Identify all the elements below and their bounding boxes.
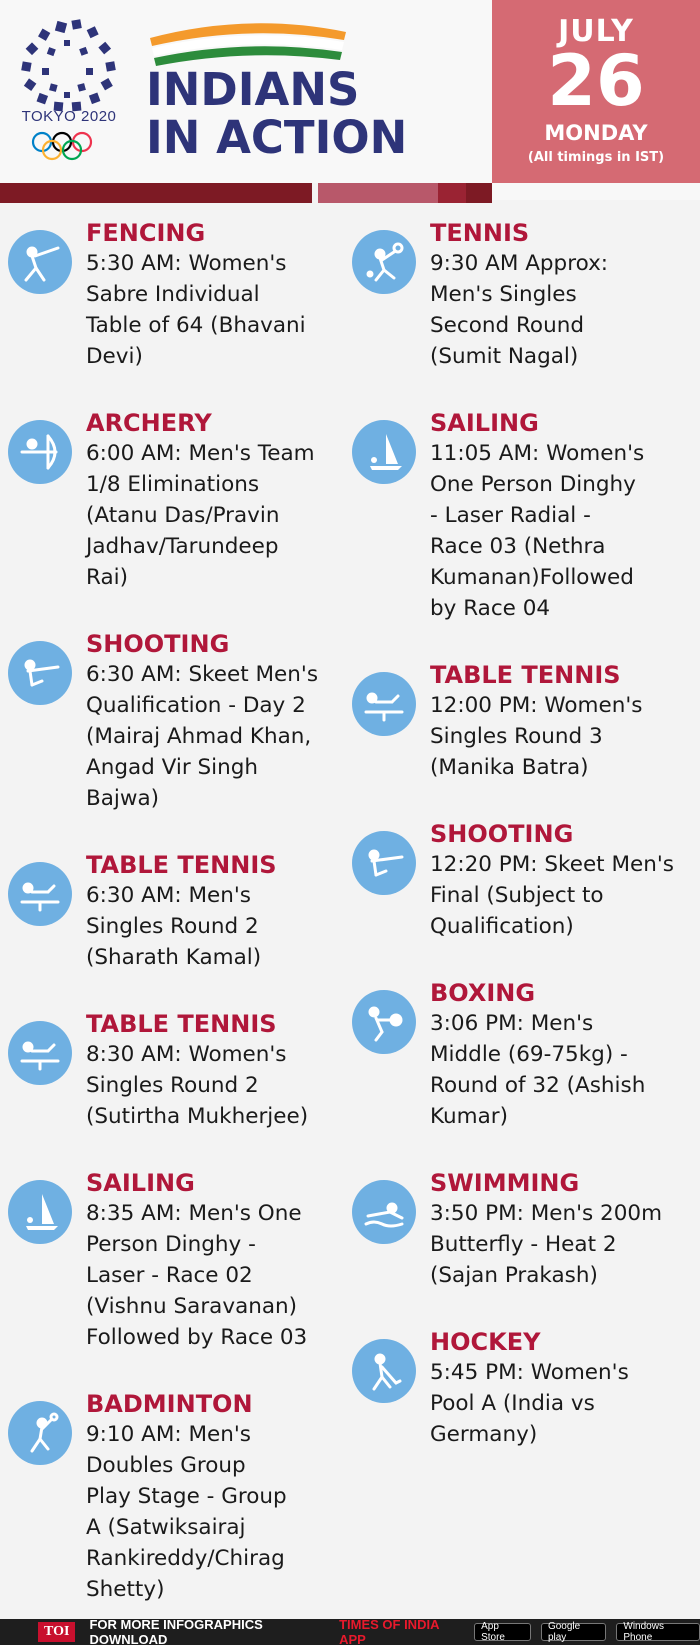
header xyxy=(0,0,700,200)
divider-stripe xyxy=(0,183,312,203)
shooting-icon xyxy=(352,831,416,895)
event-title: TABLE TENNIS xyxy=(430,661,621,689)
event-text xyxy=(430,978,645,1132)
sailing-icon xyxy=(8,1180,72,1244)
event-title: HOCKEY xyxy=(430,1328,541,1356)
divider-stripe xyxy=(466,183,492,203)
event-text xyxy=(430,660,642,783)
divider-stripe xyxy=(438,183,466,203)
sailing-icon xyxy=(352,420,416,484)
india-flag-swoosh-icon xyxy=(148,18,348,66)
event-title: BADMINTON xyxy=(86,1390,253,1418)
event-text xyxy=(430,218,608,372)
archery-icon xyxy=(8,420,72,484)
event-title: TABLE TENNIS xyxy=(86,1010,277,1038)
hockey-icon xyxy=(352,1339,416,1403)
title-line-2: IN ACTION xyxy=(146,111,408,164)
event-item xyxy=(352,660,697,783)
event-item xyxy=(352,1168,697,1291)
event-item xyxy=(8,1009,348,1132)
event-title: ARCHERY xyxy=(86,409,212,437)
event-title: TENNIS xyxy=(430,219,530,247)
title-line-1: INDIANS xyxy=(146,63,360,116)
event-text xyxy=(86,1009,308,1132)
windows-phone-button[interactable]: Windows Phone xyxy=(616,1623,700,1641)
event-description: 9:10 AM: Men's Doubles Group Play Stage - Group A (Satwiksairaj Rankireddy/Chirag Shetty) xyxy=(86,1422,287,1602)
event-item xyxy=(8,850,348,973)
event-description: 9:30 AM Approx: Men's Singles Second Round (Sumit Nagal) xyxy=(430,251,609,369)
event-description: 6:30 AM: Men's Singles Round 2 (Sharath Kamal) xyxy=(86,883,262,970)
date-day: 26 xyxy=(547,40,645,122)
event-text xyxy=(86,218,306,372)
event-item xyxy=(352,819,697,942)
logo-text: TOKYO 2020 xyxy=(21,108,117,125)
event-item xyxy=(352,408,697,624)
event-item xyxy=(8,1168,348,1353)
tennis-icon xyxy=(352,230,416,294)
event-description: 8:30 AM: Women's Singles Round 2 (Sutirtha Mukherjee) xyxy=(86,1042,309,1129)
footer-text: FOR MORE INFOGRAPHICS DOWNLOAD xyxy=(89,1617,263,1645)
event-item xyxy=(8,1389,348,1605)
date-weekday: MONDAY xyxy=(544,121,648,145)
event-item xyxy=(8,218,348,372)
schedule-left-column xyxy=(8,218,348,1605)
event-text xyxy=(430,1327,629,1450)
event-text xyxy=(86,1389,287,1605)
event-description: 11:05 AM: Women's One Person Dinghy - Laser Radial - Race 03 (Nethra Kumanan)Followed by Race 04 xyxy=(430,441,645,621)
event-text xyxy=(86,629,318,814)
event-description: 12:20 PM: Skeet Men's Final (Subject to Qualification) xyxy=(430,852,674,939)
event-title: TABLE TENNIS xyxy=(86,851,277,879)
boxing-icon xyxy=(352,990,416,1054)
page-title xyxy=(146,63,408,164)
event-text xyxy=(430,819,674,942)
date-box xyxy=(492,0,700,183)
event-title: FENCING xyxy=(86,219,206,247)
event-description: 5:30 AM: Women's Sabre Individual Table of 64 (Bhavani Devi) xyxy=(86,251,306,369)
footer-brand[interactable]: TIMES OF INDIA APP xyxy=(339,1617,439,1645)
event-text xyxy=(430,1168,662,1291)
shooting-icon xyxy=(8,641,72,705)
event-description: 12:00 PM: Women's Singles Round 3 (Manika Batra) xyxy=(430,693,643,780)
event-description: 6:00 AM: Men's Team 1/8 Eliminations (Atanu Das/Pravin Jadhav/Tarundeep Rai) xyxy=(86,441,315,590)
google-play-button[interactable]: Google play xyxy=(541,1623,606,1641)
event-description: 3:50 PM: Men's 200m Butterfly - Heat 2 (Sajan Prakash) xyxy=(430,1201,663,1288)
divider-stripe xyxy=(318,183,438,203)
event-item xyxy=(352,218,697,372)
table-tennis-icon xyxy=(352,672,416,736)
event-title: SHOOTING xyxy=(86,630,230,658)
footer xyxy=(0,1619,700,1645)
event-title: SWIMMING xyxy=(430,1169,580,1197)
event-description: 6:30 AM: Skeet Men's Qualification - Day 2 (Mairaj Ahmad Khan, Angad Vir Singh Bajwa) xyxy=(86,662,319,811)
event-description: 5:45 PM: Women's Pool A (India vs Germany) xyxy=(430,1360,629,1447)
date-month: JULY xyxy=(558,14,634,49)
app-store-button[interactable]: App Store xyxy=(474,1623,531,1641)
event-item xyxy=(352,1327,697,1450)
event-text xyxy=(86,850,277,973)
tokyo-2020-emblem-icon xyxy=(18,18,118,163)
event-title: BOXING xyxy=(430,979,536,1007)
table-tennis-icon xyxy=(8,1021,72,1085)
event-title: SAILING xyxy=(430,409,539,437)
event-title: SHOOTING xyxy=(430,820,574,848)
event-title: SAILING xyxy=(86,1169,195,1197)
fencing-icon xyxy=(8,230,72,294)
toi-logo: TOI xyxy=(38,1622,75,1642)
badminton-icon xyxy=(8,1401,72,1465)
event-item xyxy=(8,629,348,814)
schedule-right-column xyxy=(352,218,697,1450)
event-text xyxy=(86,1168,307,1353)
event-description: 8:35 AM: Men's One Person Dinghy - Laser - Race 02 (Vishnu Saravanan) Followed by Race 03 xyxy=(86,1201,308,1350)
event-item xyxy=(352,978,697,1132)
event-text xyxy=(86,408,315,593)
table-tennis-icon xyxy=(8,862,72,926)
date-note: (All timings in IST) xyxy=(527,150,665,165)
event-item xyxy=(8,408,348,593)
event-text xyxy=(430,408,644,624)
event-description: 3:06 PM: Men's Middle (69-75kg) - Round of 32 (Ashish Kumar) xyxy=(430,1011,646,1129)
swimming-icon xyxy=(352,1180,416,1244)
